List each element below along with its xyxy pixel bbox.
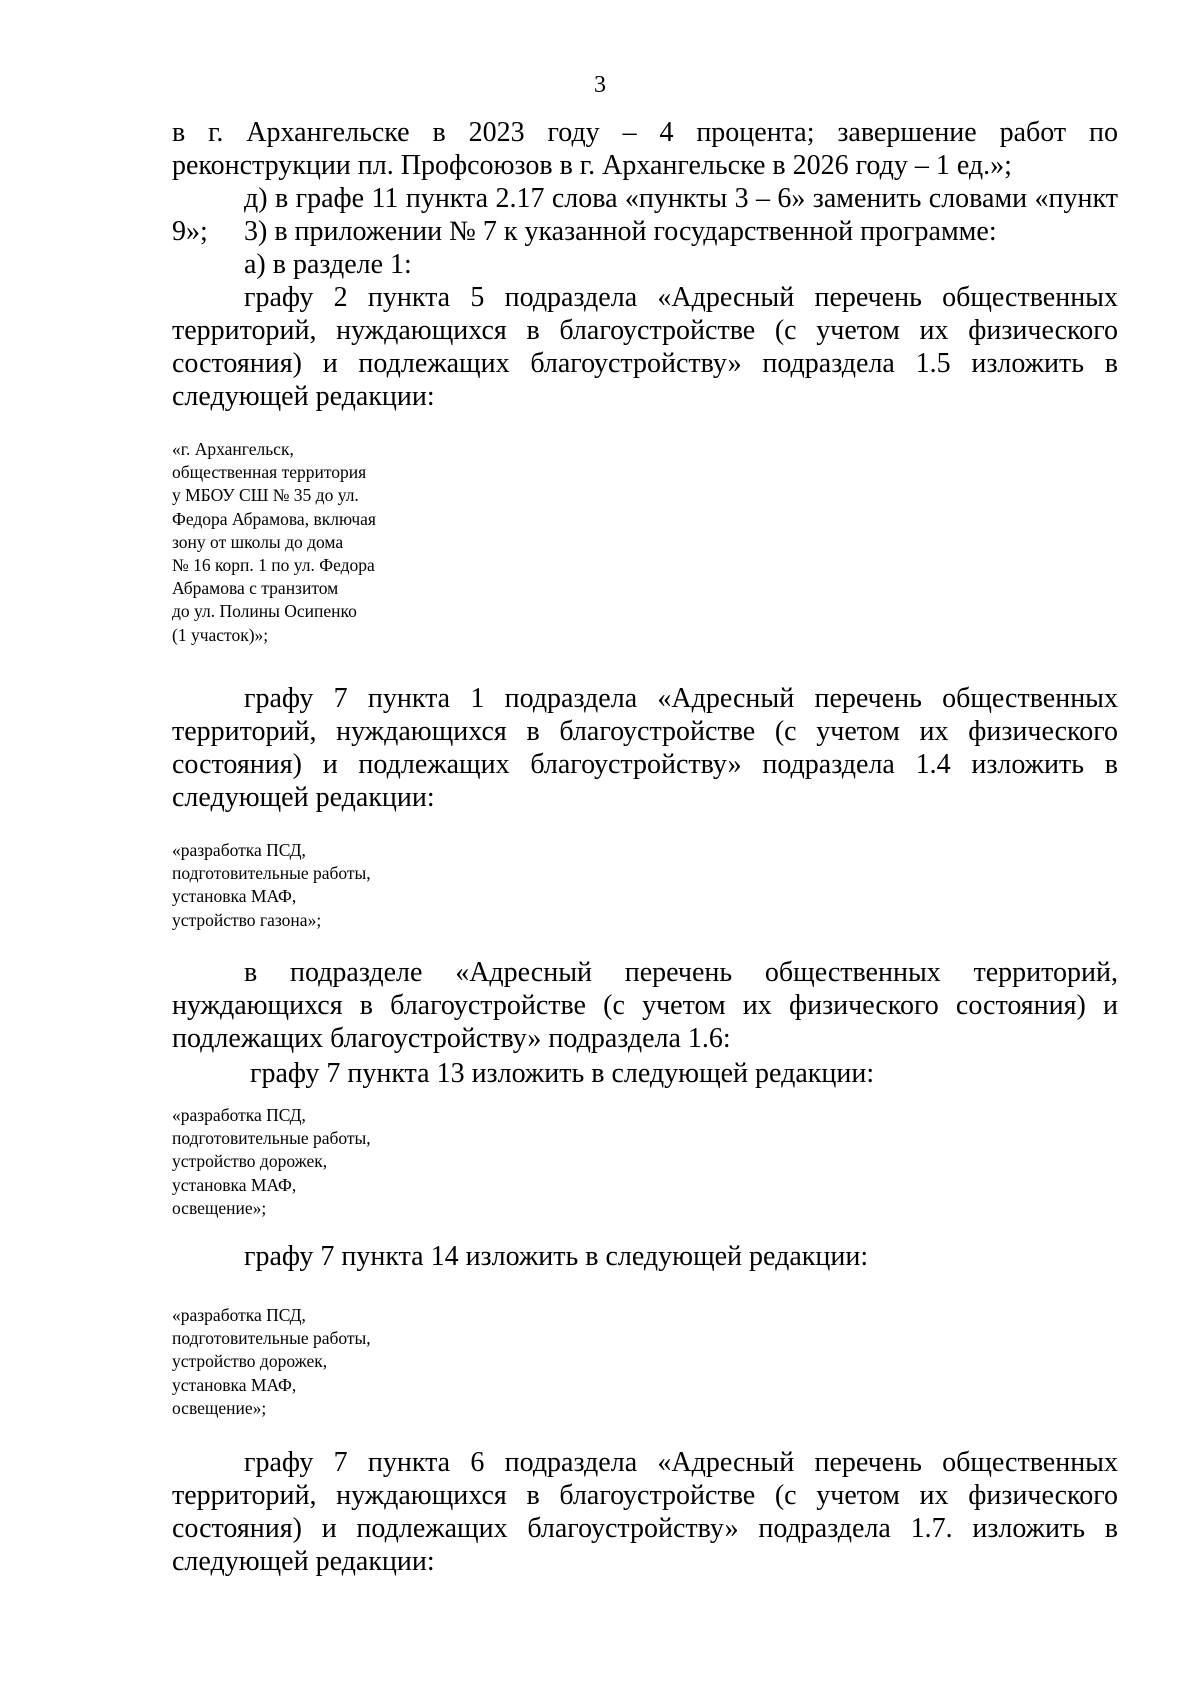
quoted-line: устройство газона»;	[172, 909, 322, 930]
quoted-block-territory	[172, 438, 376, 647]
page-number: 3	[594, 72, 606, 98]
paragraph-item-a: а) в разделе 1:	[244, 249, 412, 280]
quoted-block-works-13	[172, 1104, 371, 1220]
quoted-line: подготовительные работы,	[172, 863, 371, 884]
quoted-block-works-14	[172, 1304, 371, 1420]
paragraph-column-7-item-1: графу 7 пункта 1 подраздела «Адресный перечень общественных территорий, нуждающихся в благоустройстве (с учетом их физического состояния) и подлежащих благоустройству» подраздела 1.4 изложить в следующей редакции:	[172, 683, 1118, 813]
quoted-line: установка МАФ,	[172, 1174, 297, 1195]
quoted-line: Абрамова с транзитом	[172, 578, 339, 599]
quoted-line: Федора Абрамова, включая	[172, 508, 376, 529]
paragraph-column-7-item-13: графу 7 пункта 13 изложить в следующей редакции:	[250, 1058, 875, 1089]
paragraph-item-3: 3) в приложении № 7 к указанной государственной программе:	[244, 216, 997, 247]
quoted-line: «разработка ПСД,	[172, 840, 306, 860]
quoted-line: «разработка ПСД,	[172, 1105, 306, 1125]
paragraph-subsection-1-6: в подразделе «Адресный перечень общественных территорий, нуждающихся в благоустройстве (с учетом их физического состояния) и подлежащих благоустройству» подраздела 1.6:	[172, 957, 1118, 1054]
quoted-line: установка МАФ,	[172, 1374, 297, 1395]
quoted-line: у МБОУ СШ № 35 до ул.	[172, 485, 359, 506]
paragraph-column-7-item-6: графу 7 пункта 6 подраздела «Адресный перечень общественных территорий, нуждающихся в благоустройстве (с учетом их физического состояния) и подлежащих благоустройству» подраздела 1.7. изложить в следующей редакции:	[172, 1447, 1118, 1577]
quoted-line: устройство дорожек,	[172, 1351, 328, 1372]
paragraph-column-7-item-14: графу 7 пункта 14 изложить в следующей редакции:	[244, 1241, 869, 1272]
quoted-line: зону от школы до дома	[172, 531, 344, 552]
quoted-line: установка МАФ,	[172, 886, 297, 907]
paragraph-item-d: д) в графе 11 пункта 2.17 слова «пункты 3 – 6» заменить словами «пункт 9»;	[172, 183, 1118, 247]
quoted-line: до ул. Полины Осипенко	[172, 601, 357, 622]
quoted-line: «г. Архангельск,	[172, 439, 294, 459]
paragraph-column-2-item-5: графу 2 пункта 5 подраздела «Адресный перечень общественных территорий, нуждающихся в благоустройстве (с учетом их физического состояния) и подлежащих благоустройству» подраздела 1.5 изложить в следующей редакции:	[172, 282, 1118, 412]
quoted-line: подготовительные работы,	[172, 1328, 371, 1349]
quoted-line: освещение»;	[172, 1197, 267, 1218]
quoted-block-works-1	[172, 839, 371, 932]
quoted-line: освещение»;	[172, 1397, 267, 1418]
quoted-line: устройство дорожек,	[172, 1151, 328, 1172]
quoted-line: подготовительные работы,	[172, 1128, 371, 1149]
quoted-line: «разработка ПСД,	[172, 1305, 306, 1325]
quoted-line: общественная территория	[172, 462, 367, 483]
quoted-line: № 16 корп. 1 по ул. Федора	[172, 555, 375, 576]
quoted-line: (1 участок)»;	[172, 624, 269, 645]
paragraph-continuation: в г. Архангельске в 2023 году – 4 процента; завершение работ по реконструкции пл. Профсоюзов в г. Архангельске в 2026 году – 1 ед.»;	[172, 117, 1118, 181]
